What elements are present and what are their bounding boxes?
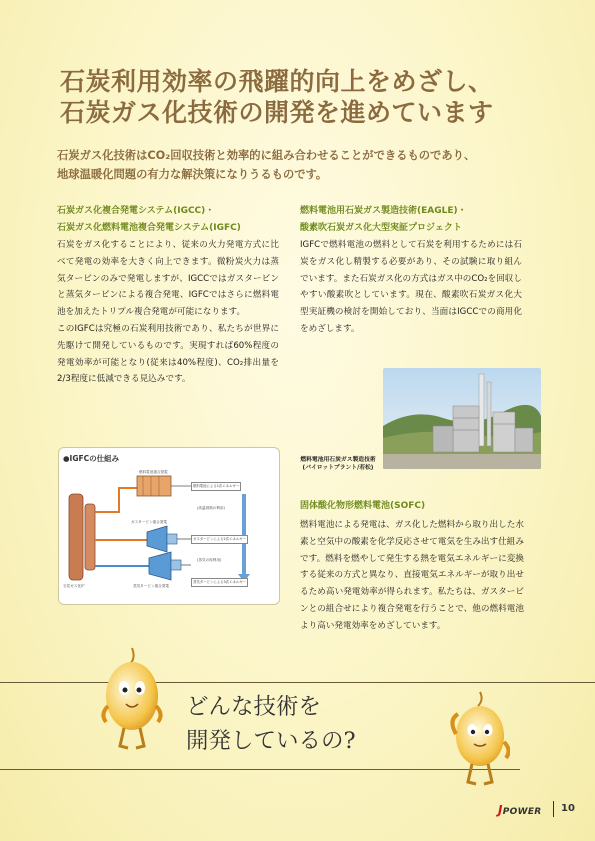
question-line-1: どんな技術を <box>186 694 322 720</box>
band-top-rule <box>0 682 595 683</box>
headline-line-2: 石炭ガス化技術の開発を進めています <box>60 98 494 127</box>
lead-line-1: 石炭ガス化技術はCO₂回収技術と効率的に組み合わせることができるものであり、 <box>57 149 476 162</box>
mascot-right-icon <box>450 690 510 794</box>
jpower-logo-text: POWER <box>502 807 542 817</box>
diagram-title: ●IGFCの仕組み <box>63 454 120 463</box>
pilot-plant-photo <box>383 368 541 469</box>
diagram-box-secondary-energy: ガスタービンによる2次エネルギー <box>191 535 248 544</box>
igcc-title-line-1: 石炭ガス化複合発電システム(IGCC)・ <box>57 206 215 216</box>
jpower-logo <box>498 803 542 817</box>
igcc-section-title <box>57 203 292 237</box>
question-line-2: 開発しているの? <box>186 728 356 754</box>
jpower-logo-mark: J <box>498 803 503 817</box>
photo-caption-line-2: (パイロットプラント/若松) <box>302 465 374 471</box>
sofc-section-title: 固体酸化物形燃料電池(SOFC) <box>300 501 426 511</box>
diagram-box-primary-energy: 燃料電池による1次エネルギー <box>191 482 241 491</box>
page-number: 10 <box>561 803 575 814</box>
igcc-title-line-2: 石炭ガス化燃料電池複合発電システム(IGFC) <box>57 223 241 233</box>
footer-separator <box>553 801 554 817</box>
page-headline <box>60 66 560 128</box>
photo-caption-line-1: 燃料電池用石炭ガス製造技術 <box>300 457 376 463</box>
photo-caption <box>296 456 380 472</box>
mascot-left-icon <box>100 644 164 760</box>
igcc-body <box>57 237 279 388</box>
igfc-diagram <box>58 447 280 605</box>
diagram-box-tertiary-energy: 蒸気タービンによる3次エネルギー <box>191 578 248 587</box>
diagram-note-exhaust-heat: (高温排熱の利用) <box>197 506 225 510</box>
eagle-paragraph-1: IGFCで燃料電池の燃料として石炭を利用するためには石炭をガス化し精製する必要があり、その試験に取り組んでいます。また石炭ガス化の方式はガス中のCO₂を回収しやすい酸素吹としています。現在、酸素吹石炭ガス化大型実証機の検討を開始しており、当面はIGCCでの商用化をめざします。 <box>300 240 522 334</box>
diagram-label-fuel-cell: 燃料電池複合発電 <box>139 470 168 474</box>
diagram-label-gas-turbine: ガスタービン複合発電 <box>131 520 167 524</box>
band-bottom-rule <box>0 769 520 770</box>
diagram-label-gasifier: 石炭ガス化炉 <box>63 584 85 588</box>
headline-line-1: 石炭利用効率の飛躍的向上をめざし、 <box>60 67 494 96</box>
eagle-title-line-1: 燃料電池用石炭ガス製造技術(EAGLE)・ <box>300 206 467 216</box>
eagle-title-line-2: 酸素吹石炭ガス化大型実証プロジェクト <box>300 223 462 233</box>
igcc-paragraph-1: 石炭をガス化することにより、従来の火力発電方式に比べて発電の効率を大きく向上できます。微粉炭火力は蒸気タービンのみで発電しますが、IGCCではガスタービンと蒸気タービンによる複合発電、IGFCではさらに燃料電池を加えたトリプル複合発電が可能になります。 <box>57 240 279 318</box>
eagle-section-title <box>300 203 540 237</box>
igcc-paragraph-2: このIGFCは究極の石炭利用技術であり、私たちが世界に先駆けて開発しているものです。実現すれば60%程度の発電効率が可能となり(従来は40%程度)、CO₂排出量を2/3程度に低減できる見込みです。 <box>57 323 279 385</box>
diagram-note-steam-reuse: (蒸気の再利用) <box>197 558 222 562</box>
lead-paragraph <box>57 146 547 184</box>
eagle-body <box>300 237 522 338</box>
lead-line-2: 地球温暖化問題の有力な解決策になりうるものです。 <box>57 168 328 181</box>
sofc-body <box>300 517 524 635</box>
sofc-paragraph-1: 燃料電池による発電は、ガス化した燃料から取り出した水素と空気中の酸素を化学反応させて電気を生み出す仕組みです。燃料を燃やして発生する熱を電気エネルギーに変換する従来の方式と異なり、直接電気エネルギーが取り出せるため高い発電効率が得られます。私たちは、ガスタービンとの組合せにより複合発電を行うことで、他の燃料電池より高い発電効率をめざしています。 <box>300 520 524 631</box>
diagram-label-steam-turbine: 蒸気タービン複合発電 <box>133 584 169 588</box>
question-heading <box>186 690 446 758</box>
